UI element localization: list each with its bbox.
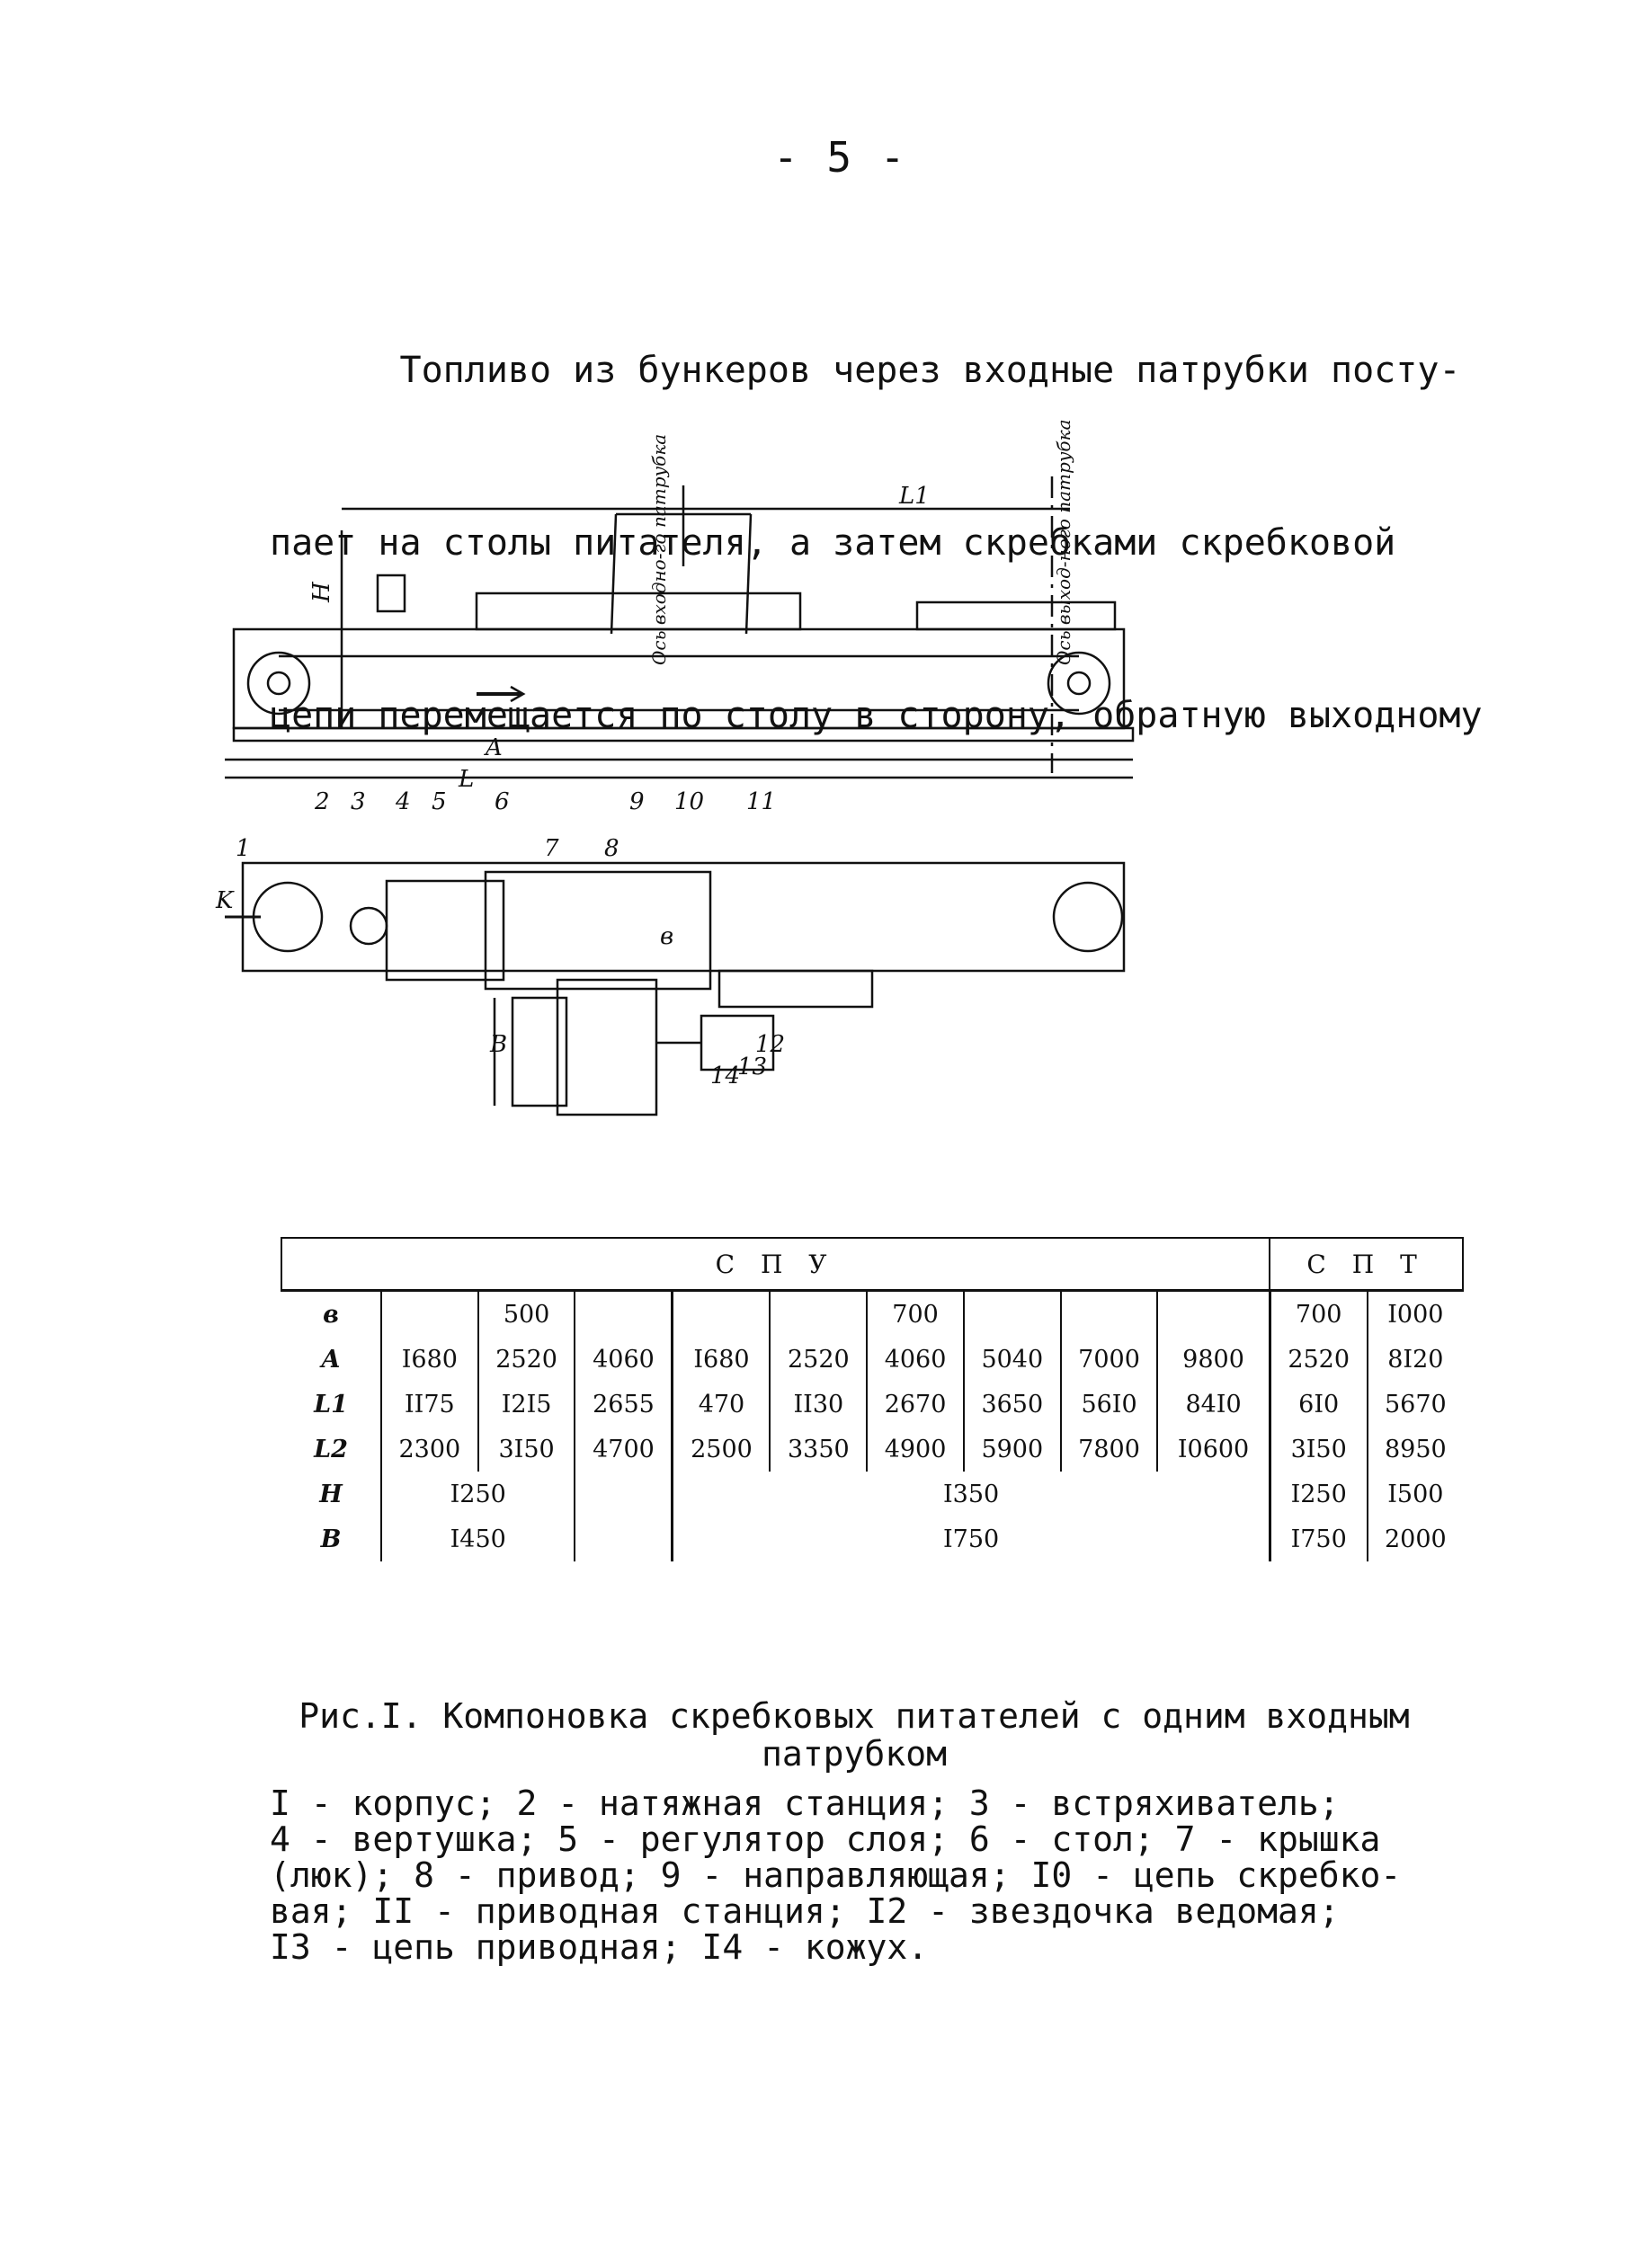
caption-legend: I - корпус; 2 - натяжная станция; 3 - встряхиватель; 4 - вертушка; 5 - регулятор слоя; 6 - стол; 7 - крышка (люк); 8 - привод; 9 - направляющая; I0 - цепь скребко- вая; II - приводная станция; I2 - звездочка ведомая; I3 - цепь приводная; I4 - кожух. [270,1783,1402,1967]
table-cell: 2670 [867,1382,964,1427]
table-cell: 8I20 [1368,1337,1463,1382]
table-row [281,1382,1463,1427]
table-cell: 8950 [1368,1427,1463,1472]
table-cell: 4700 [575,1427,673,1472]
table-cell: 500 [478,1291,575,1338]
table-cell: I0600 [1157,1427,1270,1472]
drawing-svg [216,419,1349,1214]
table-cell [575,1291,673,1338]
table-cell [575,1472,673,1516]
row-label: В [320,1525,342,1553]
table-cell: II75 [381,1382,478,1427]
label-axis-inlet: Ось входно-го патрубка [648,433,670,665]
table-cell: 5670 [1368,1382,1463,1427]
motor-body [557,980,656,1115]
table-cell: I500 [1368,1472,1463,1516]
table-cell [575,1516,673,1561]
hopper-left-wall [611,514,616,634]
table-cell: 56I0 [1061,1382,1158,1427]
table-cell: I2I5 [478,1382,575,1427]
label-b-small: в [660,923,674,950]
table-cell: 470 [673,1382,771,1427]
callout-8: 8 [604,835,619,862]
layer-regulator [378,575,405,611]
callout-7: 7 [544,835,559,862]
table-cell [1157,1291,1270,1338]
table-row [281,1516,1463,1561]
top-cover [917,602,1115,629]
table-cell [770,1291,867,1338]
intro-line: Топливо из бункеров через входные патрубки посту- [270,350,1461,391]
table-cell: II30 [770,1382,867,1427]
callout-3: 3 [351,788,366,815]
drive-sprocket [1048,653,1110,714]
label-l1: L1 [899,483,930,510]
page-number: - 5 - [773,133,907,182]
table-cell: 2655 [575,1382,673,1427]
table-header-row [281,1238,1463,1291]
side-callouts [314,788,776,815]
callout-4: 4 [396,788,411,815]
plan-body [243,863,1124,971]
label-b-large: В [490,1031,508,1058]
table-cell: 3I50 [478,1427,575,1472]
callout-6: 6 [495,788,510,815]
table-cell: 4900 [867,1427,964,1472]
callout-14: 14 [710,1063,741,1090]
table-cell: I450 [381,1516,575,1561]
header-spt: С П Т [1270,1238,1463,1291]
feeder-body [234,629,1124,728]
intro-line: пает на столы питателя, а затем скребками скребковой [270,522,1396,564]
row-label: L1 [314,1390,348,1419]
table-cell: 5900 [964,1427,1061,1472]
table-cell: I680 [381,1337,478,1382]
callout-1: 1 [236,835,251,862]
table-row [281,1472,1463,1516]
rotator-circle [351,908,387,944]
label-h: H [308,582,335,602]
callout-12: 12 [755,1031,786,1058]
hopper-right-wall [746,514,751,634]
table-row [281,1291,1463,1338]
drive-station-circle [1054,883,1122,951]
callout-5: 5 [432,788,447,815]
table-cell: 700 [867,1291,964,1338]
row-label: L2 [314,1435,348,1463]
label-l: L [459,766,475,793]
feeder-layout-drawing [216,419,1349,1214]
dimensions-table [281,1237,1464,1561]
callout-13: 13 [737,1054,768,1081]
table-cell: 7800 [1061,1427,1158,1472]
table-cell [381,1291,478,1338]
row-label: А [321,1345,341,1374]
table-cell: 3350 [770,1427,867,1472]
side-view [225,420,1133,794]
callout-9: 9 [629,788,645,815]
table-cell: 2500 [673,1427,771,1472]
tension-station-circle [254,883,322,951]
figure-caption [270,1697,1439,1965]
caption-title: Рис.I. Компоновка скребковых питателей с одним входным патрубком [299,1696,1410,1774]
table-cell: 2520 [1270,1337,1368,1382]
drive-sprocket-hub [1068,672,1090,694]
label-k: K [216,887,234,914]
table-cell: 2300 [381,1427,478,1472]
table-cell: 2000 [1368,1516,1463,1561]
callout-11: 11 [746,788,777,815]
intro-line: цепи перемещается по столу в сторону, обратную выходному [270,695,1483,736]
table-cell: I680 [673,1337,771,1382]
header-spu: С П У [281,1238,1270,1291]
table-cell: 3I50 [1270,1427,1368,1472]
label-a: A [486,734,503,761]
table-cell [964,1291,1061,1338]
row-label: в [323,1300,339,1329]
table-cell: 84I0 [1157,1382,1270,1427]
table-cell: I000 [1368,1291,1463,1338]
table-row [281,1427,1463,1472]
table-cell: 5040 [964,1337,1061,1382]
base-frame [234,728,1133,741]
drive-chain-cover [719,971,872,1007]
row-label: Н [319,1480,343,1508]
table-cell: I750 [673,1516,1270,1561]
table-cell [673,1291,771,1338]
table-cell: 2520 [770,1337,867,1382]
table-cell: 9800 [1157,1337,1270,1382]
table-cell: 4060 [867,1337,964,1382]
table-cell: I350 [673,1472,1270,1516]
table-cell: I250 [381,1472,575,1516]
table-cell: 3650 [964,1382,1061,1427]
table-cell: I250 [1270,1472,1368,1516]
table-cell: 2520 [478,1337,575,1382]
callout-2: 2 [315,788,330,815]
table-cell: 4060 [575,1337,673,1382]
table-cell: I750 [1270,1516,1368,1561]
table-row [281,1337,1463,1382]
label-axis-outlet: Ось выход-ного патрубка [1053,419,1074,665]
plan-view [215,863,1124,1115]
table-cell: 700 [1270,1291,1368,1338]
plan-callouts [236,835,785,1090]
table-cell [1061,1291,1158,1338]
inlet-flange [477,593,800,629]
table-cell: 7000 [1061,1337,1158,1382]
table-cell: 6I0 [1270,1382,1368,1427]
callout-10: 10 [674,788,705,815]
